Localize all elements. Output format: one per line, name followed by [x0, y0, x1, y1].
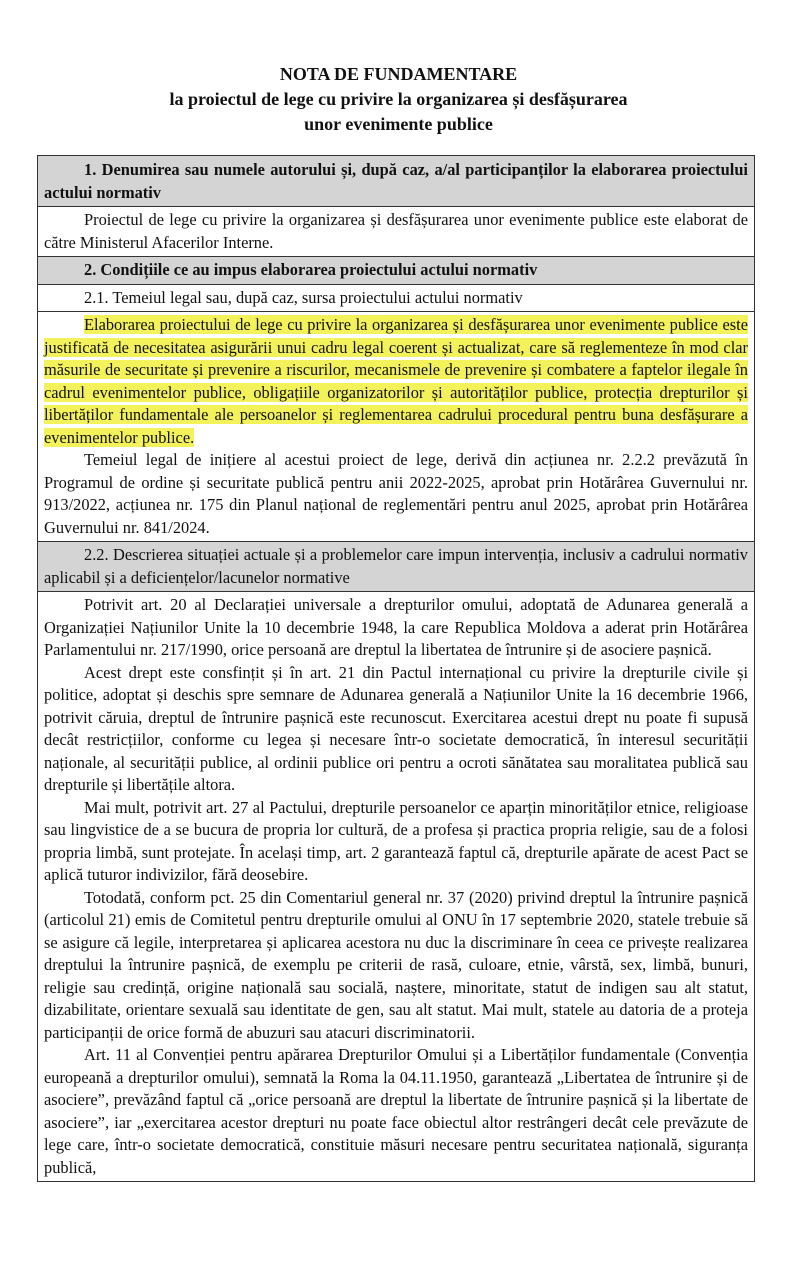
paragraph-echr-art11: Art. 11 al Convenției pentru apărarea Drepturilor Omului și a Libertăților fundamentale (Convenția europeană a drepturilor omului), semnată la Roma la 04.11.1950, garantează „Libertatea de întrunire și de asociere”, prevăzând faptul că „orice persoană are dreptul la libertate de întrunire pașnică și la libertate de asociere”, iar „exercitarea acestor drepturi nu poate face obiectul altor restrângeri decât cele prevăzute de lege care, într-o societate democratică, constituie măsuri necesare pentru securitatea națională, siguranța publică, [44, 1045, 748, 1177]
document-subtitle-line1: la proiectul de lege cu privire la organizarea și desfășurarea [169, 89, 628, 109]
section2-2-body [37, 592, 755, 1182]
highlighted-paragraph: Elaborarea proiectului de lege cu privire la organizarea și desfășurarea unor evenimente publice este justificată de necesitatea asigurării unui cadru legal coerent și actualizat, care să reglementeze în mod clar măsurile de securitate și prevenire a riscurilor, mecanismele de prevenire și combatere a faptelor ilegale în cadrul evenimentelor publice, obligațiile organizatorilor și autorităților publice, protecția drepturilor și libertăților fundamentale ale persoanelor și reglementarea cadrului procedural pentru buna desfășurare a evenimentelor publice. [44, 315, 748, 447]
paragraph-art21: Acest drept este consfințit și în art. 21 din Pactul internațional cu privire la drepturile civile și politice, adoptat și deschis spre semnare de Adunarea generală a Națiunilor Unite la 16 decembrie 1966, potrivit căruia, dreptul de întrunire pașnică este recunoscut. Exercitarea acestui drept nu poate fi supusă decât restricțiilor, conforme cu legea și necesare într-o societate democratică, în interesul securității naționale, al securității publice, al ordinii publice ori pentru a ocroti sănătatea sau moralitatea publică sau drepturile și libertățile altora. [44, 662, 748, 794]
section1-heading: 1. Denumirea sau numele autorului și, după caz, a/al participanților la elaborarea proiectului actului normativ [37, 155, 755, 207]
paragraph-art27: Mai mult, potrivit art. 27 al Pactului, drepturile persoanelor ce aparțin minorităților etnice, religioase sau lingvistice de a se bucura de propria lor cultură, de a profesa și practica propria religie, sau de a folosi propria limbă, sunt protejate. În același timp, art. 2 garantează faptul că, drepturile apărate de acest Pact se aplică tuturor indivizilor, fără deosebire. [44, 797, 748, 884]
paragraph-comment37: Totodată, conform pct. 25 din Comentariul general nr. 37 (2020) privind dreptul la întrunire pașnică (articolul 21) emis de Comitetul pentru drepturile omului al ONU în 17 septembrie 2020, statele trebuie să se asigure că legile, interpretarea și aplicarea acestora nu duc la discriminare în ceea ce privește realizarea dreptului la întrunire pașnică, de exemplu pe criterii de rasă, culoare, etnie, vârstă, sex, limbă, bunuri, religie sau credință, origine națională sau socială, naștere, minoritate, statut de indigen sau alt statut, dizabilitate, orientare sexuală sau identitate de gen, sau alt statut. Mai mult, statele au datoria de a proteja participanții de orice formă de abuzuri sau atacuri discriminatorii. [44, 887, 748, 1042]
section1-body: Proiectul de lege cu privire la organizarea și desfășurarea unor evenimente publice este elaborat de către Ministerul Afacerilor Interne. [37, 207, 755, 257]
document-title: NOTA DE FUNDAMENTARE [279, 64, 518, 84]
fundamentare-table [37, 155, 755, 1182]
section2-1-body [37, 312, 755, 542]
document-subtitle-line2: unor evenimente publice [304, 114, 493, 134]
paragraph-art20: Potrivit art. 20 al Declarației universale a drepturilor omului, adoptată de Adunarea generală a Organizației Națiunilor Unite la 10 decembrie 1948, la care Republica Moldova a aderat prin Hotărârea Parlamentului nr. 217/1990, orice persoană are dreptul la libertatea de întrunire și de asociere pașnică. [44, 595, 748, 659]
section2-heading: 2. Condițiile ce au impus elaborarea proiectului actului normativ [37, 257, 755, 285]
section2-1-heading: 2.1. Temeiul legal sau, după caz, sursa proiectului actului normativ [37, 285, 755, 313]
legal-basis-paragraph: Temeiul legal de inițiere al acestui proiect de lege, derivă din acțiunea nr. 2.2.2 prevăzută în Programul de ordine și securitate publică pentru anii 2022-2025, aprobat prin Hotărârea Guvernului nr. 913/2022, acțiunea nr. 175 din Planul național de reglementări pentru anul 2025, aprobat prin Hotărârea Guvernului nr. 841/2024. [44, 450, 748, 537]
section2-2-heading: 2.2. Descrierea situației actuale și a problemelor care impun intervenția, inclusiv a cadrului normativ aplicabil și a deficiențelor/lacunelor normative [37, 542, 755, 592]
